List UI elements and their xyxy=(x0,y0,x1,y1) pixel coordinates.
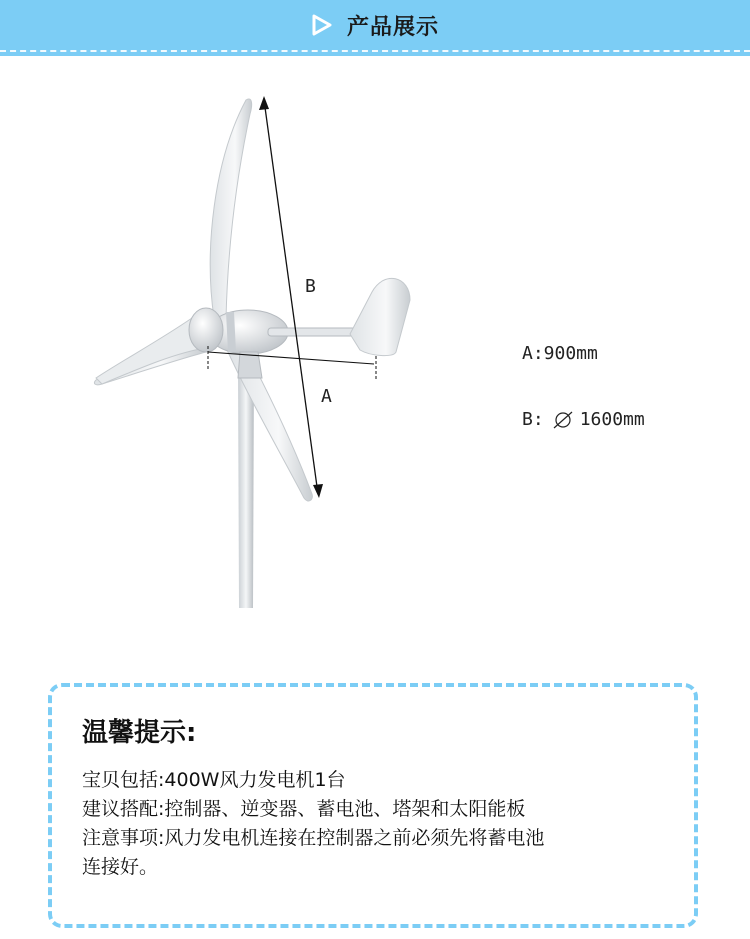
spec-b-prefix: B: xyxy=(522,409,544,430)
wind-turbine-image xyxy=(0,56,750,616)
hub xyxy=(189,308,223,352)
play-triangle-icon xyxy=(311,14,333,36)
diameter-icon xyxy=(552,410,574,430)
spec-b-value: 1600mm xyxy=(579,409,645,430)
arrow-head-top xyxy=(259,96,269,110)
spec-a-text: A:900mm xyxy=(522,343,598,364)
page-title: 产品展示 xyxy=(346,14,439,40)
spec-a xyxy=(522,343,598,364)
tips-line-package: 宝贝包括:400W风力发电机1台 xyxy=(82,769,346,791)
tips-list xyxy=(82,766,694,882)
tips-line-notice-cont: 连接好。 xyxy=(82,856,159,878)
upper-blade xyxy=(210,99,251,318)
tail-fin xyxy=(350,278,410,355)
tips-line-notice: 注意事项:风力发电机连接在控制器之前必须先将蓄电池 xyxy=(82,827,545,849)
arrow-head-bottom xyxy=(313,484,323,498)
dimension-label-b: B xyxy=(305,276,316,297)
dimension-label-a: A xyxy=(321,386,332,407)
tips-title: 温馨提示: xyxy=(82,718,197,748)
spec-b xyxy=(522,409,645,430)
header xyxy=(0,0,750,50)
banner-stitch-divider xyxy=(0,50,750,52)
tips-line-suggestion: 建议搭配:控制器、逆变器、蓄电池、塔架和太阳能板 xyxy=(82,798,526,820)
